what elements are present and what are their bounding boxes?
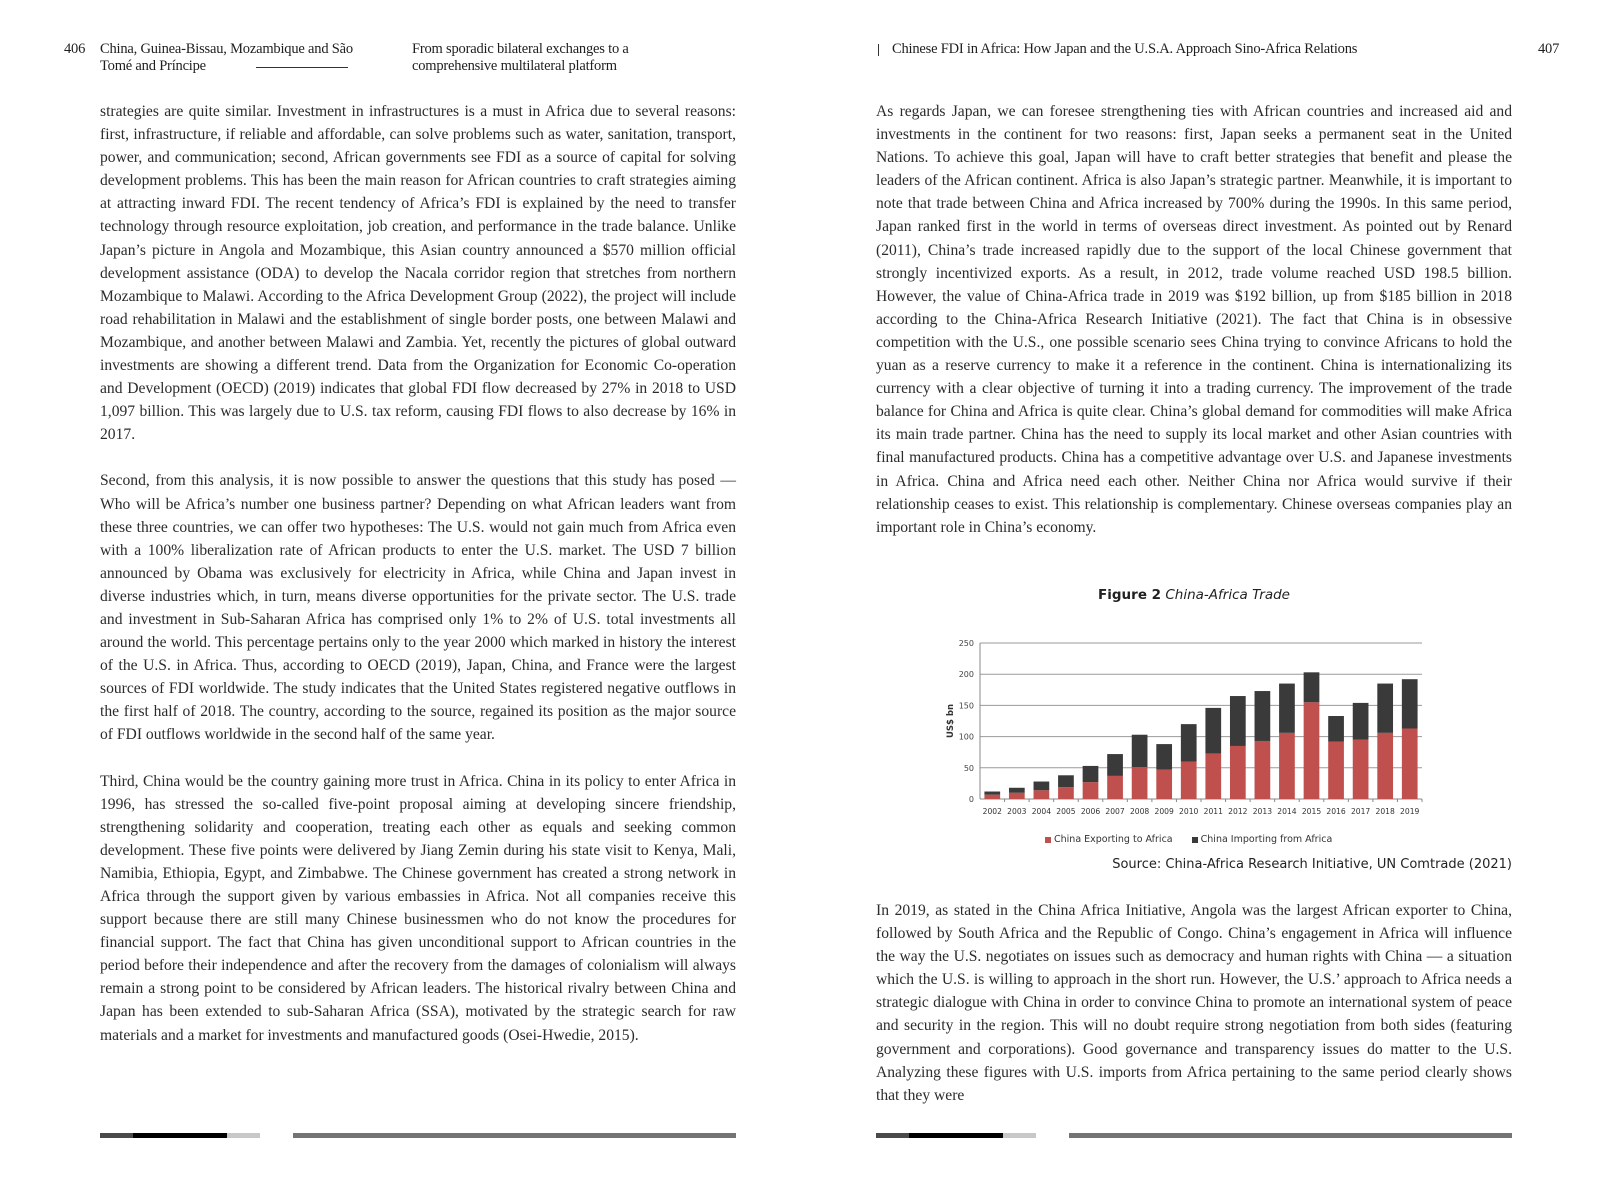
footer-bar-segment <box>876 1133 909 1138</box>
bar-import <box>1279 684 1295 733</box>
chart-legend <box>1045 834 1348 846</box>
x-tick-label: 2016 <box>1326 807 1346 816</box>
paragraph: As regards Japan, we can foresee strengthening ties with African countries and increased aid and investments in the continent for two reasons: first, Japan seeks a permanent seat in the United Nations. To achieve this goal, Japan will have to craft better strategies that benefit and please the leaders of the African continent. Africa is also Japan’s strategic partner. Meanwhile, it is important to note that trade between China and Africa increased by 700% during the 1990s. In this same period, Japan ranked first in the world in terms of overseas direct investment. As pointed out by Renard (2011), China’s trade increased rapidly due to the support of the local Chinese government that strongly incentivized exports. As a result, in 2012, trade volume reached USD 198.5 billion. However, the value of China-Africa trade in 2019 was $192 billion, up from $185 billion in 2018 according to the China-Africa Research Initiative (2021). The fact that China is in obsessive competition with the U.S., one possible scenario sees China trying to convince Africans to hold the yuan as a reserve currency to make it a reference in the continent. China is internationalizing its currency with a clear objective of turning it into a trading currency. The improvement of the trade balance for China and Africa is quite clear. China’s global demand for commodities will make Africa its main trade partner. China has the need to supply its local market and other Asian countries with final manufactured products. China has a competitive advantage over U.S. and Japanese investments in Africa. China and Africa need each other. Neither China nor Africa would survive if their relationship ceases to exist. This relationship is complementary. Chinese overseas companies play an important role in China’s economy. <box>876 103 1512 536</box>
footer-bar-rule <box>293 1133 736 1138</box>
body-text-column <box>876 100 1512 562</box>
bar-import <box>1377 684 1393 733</box>
x-tick-label: 2019 <box>1400 807 1420 816</box>
body-text-column <box>876 899 1512 1130</box>
running-title: Chinese FDI in Africa: How Japan and the U.S.A. Approach Sino-Africa Relations <box>892 41 1358 57</box>
bar-export <box>1058 787 1074 799</box>
legend-swatch-import <box>1192 837 1198 843</box>
bar-import <box>1205 708 1221 754</box>
y-axis-label: US$ bn <box>946 703 956 739</box>
y-tick-label: 100 <box>958 732 974 742</box>
footer-bar-segment <box>133 1133 227 1138</box>
x-tick-label: 2007 <box>1105 807 1125 816</box>
x-tick-label: 2018 <box>1375 807 1395 816</box>
running-title: China, Guinea-Bissau, Mozambique and São Tomé and Príncipe <box>100 41 353 74</box>
x-tick-label: 2011 <box>1203 807 1223 816</box>
bar-import <box>1083 766 1099 782</box>
x-tick-label: 2008 <box>1129 807 1150 816</box>
footer-bar-segment <box>909 1133 1003 1138</box>
figure-label: Figure 2 <box>1098 587 1162 603</box>
x-tick-label: 2004 <box>1031 807 1052 816</box>
bar-export <box>1181 762 1197 799</box>
bar-import <box>1156 744 1172 770</box>
section-title: From sporadic bilateral exchanges to a comprehensive multilateral platform <box>412 41 629 74</box>
x-tick-label: 2006 <box>1080 807 1101 816</box>
legend-label: China Exporting to Africa <box>1054 834 1173 845</box>
bar-import <box>1255 691 1271 741</box>
x-tick-label: 2009 <box>1154 807 1174 816</box>
bar-export <box>1205 753 1221 799</box>
x-tick-label: 2017 <box>1350 807 1371 816</box>
bar-import <box>1107 754 1123 776</box>
bar-export <box>1107 776 1123 799</box>
footer-bar-segment <box>1003 1133 1036 1138</box>
bar-export <box>1402 728 1418 799</box>
y-tick-label: 50 <box>963 763 974 773</box>
x-tick-label: 2012 <box>1228 807 1248 816</box>
figure-title: China-Africa Trade <box>1165 587 1290 603</box>
y-tick-label: 250 <box>958 639 974 648</box>
bar-import <box>1009 788 1025 793</box>
header-divider <box>878 44 879 56</box>
x-tick-label: 2010 <box>1179 807 1199 816</box>
y-tick-label: 150 <box>958 701 974 711</box>
bar-import <box>1304 672 1320 702</box>
footer-bar-segment <box>100 1133 133 1138</box>
bar-import <box>1402 679 1418 728</box>
bar-export <box>1083 782 1099 799</box>
figure-caption <box>876 587 1512 603</box>
paragraph: In 2019, as stated in the China Africa Initiative, Angola was the largest African exporter to China, followed by South Africa and the Republic of Congo. China’s engagement in Africa will influence the way the U.S. negotiates on issues such as democracy and human rights with China — a situation which the U.S. is willing to approach in the short run. However, the U.S.’ approach to Africa needs a strategic dialogue with China in order to convince China to promote an international system of peace and security in the region. This will no doubt require strong negotiation from both sides (featuring government and corporations). Good governance and transparency issues do matter to the U.S. Analyzing these figures with U.S. imports from Africa pertaining to the same period clearly shows that they were <box>876 902 1512 1104</box>
bar-import <box>1181 724 1197 761</box>
bar-import <box>1353 703 1369 740</box>
bar-export <box>1353 740 1369 799</box>
footer-bar-rule <box>1069 1133 1512 1138</box>
bar-chart <box>940 625 1430 825</box>
bar-export <box>1034 790 1050 799</box>
figure-source: Source: China-Africa Research Initiative, UN Comtrade (2021) <box>1112 857 1512 872</box>
bar-import <box>1230 696 1246 746</box>
paragraph: strategies are quite similar. Investment in infrastructures is a must in Africa due to several reasons: first, infrastructure, if reliable and affordable, can solve problems such as water, sanitation, transport, power, and communication; second, African governments see FDI as a source of capital for solving development problems. This has been the main reason for African countries to craft strategies aiming at attracting inward FDI. The recent tendency of Africa’s FDI is explained by the need to transfer technology through resource exploitation, job creation, and performance in the trade balance. Unlike Japan’s picture in Angola and Mozambique, this Asian country announced a $570 million official development assistance (ODA) to develop the Nacala corridor region that stretches from northern Mozambique to Malawi. According to the Africa Development Group (2022), the project will include road rehabilitation in Malawi and the establishment of single border posts, one between Malawi and Mozambique, and another between Malawi and Zambia. Yet, recently the pictures of global outward investments are showing a different trend. Data from the Organization for Economic Co-operation and Development (OECD) (2019) indicates that global FDI flow decreased by 27% in 2018 to USD 1,097 billion. This was largely due to U.S. tax reform, causing FDI flows to also decrease by 16% in 2017. <box>100 103 736 444</box>
footer-bar-segment <box>227 1133 260 1138</box>
paragraph: Third, China would be the country gaining more trust in Africa. China in its policy to enter Africa in 1996, has stressed the so-called five-point proposal aiming at developing sincere friendship, strengthening solidarity and cooperation, treating each other as equals and seeking common development. These five points were delivered by Jiang Zemin during his state visit to Kenya, Mali, Namibia, Ethiopia, Egypt, and Zimbabwe. The Chinese government has created a strong network in Africa through the support given by various embassies in Africa. Not all companies receive this support because there are still many Chinese businessmen who do not know the procedures for financial support. The fact that China has given unconditional support to African countries in the period before their independence and after the recovery from the damages of colonialism will always remain a strong point to be considered by African leaders. The historical rivalry between China and Japan has been extended to sub-Saharan Africa (SSA), motivated by the strategic search for raw materials and a market for investments and manufactured goods (Osei-Hwedie, 2015). <box>100 772 736 1044</box>
bar-import <box>1034 782 1050 791</box>
y-tick-label: 200 <box>958 670 974 680</box>
bar-import <box>1132 735 1148 767</box>
x-tick-label: 2005 <box>1056 807 1076 816</box>
bar-import <box>1058 775 1074 787</box>
body-text-column <box>100 100 736 1070</box>
legend-label: China Importing from Africa <box>1200 834 1333 845</box>
legend-swatch-export <box>1045 837 1051 843</box>
legend-item-export <box>1045 834 1173 845</box>
bar-export <box>1377 733 1393 799</box>
page-number: 406 <box>64 41 86 57</box>
x-tick-label: 2002 <box>982 807 1002 816</box>
bar-export <box>1255 741 1271 799</box>
x-tick-label: 2003 <box>1007 807 1027 816</box>
bar-export <box>1304 702 1320 799</box>
legend-item-import <box>1192 834 1333 845</box>
bar-import <box>1328 716 1344 742</box>
y-tick-label: 0 <box>968 795 974 804</box>
bar-export <box>1132 767 1148 799</box>
bar-export <box>1156 770 1172 799</box>
bar-export <box>984 795 1000 799</box>
page-number: 407 <box>1538 41 1560 57</box>
bar-export <box>1328 742 1344 799</box>
bar-import <box>984 792 1000 795</box>
x-tick-label: 2015 <box>1301 807 1322 816</box>
x-tick-label: 2014 <box>1277 807 1297 816</box>
bar-export <box>1230 746 1246 799</box>
paragraph: Second, from this analysis, it is now possible to answer the questions that this study has posed — Who will be Africa’s number one business partner? Depending on what African leaders want from these three countries, we can offer two hypotheses: The U.S. would not gain much from Africa even with a 100% liberalization rate of African products to enter the U.S. market. The USD 7 billion announced by Obama was exclusively for electricity in Africa, while China and Japan invest in diverse industries which, in turn, means diverse opportunities for the private sector. The U.S. trade and investment in Sub-Saharan Africa has comprised only 1% to 2% of U.S. total investments all around the world. This percentage pertains only to the year 2000 which marked in history the interest of the U.S. in Africa. Thus, according to OECD (2019), Japan, China, and France were the largest sources of FDI worldwide. The study indicates that the United States registered negative outflows in the first half of 2018. The country, according to the source, regained its position as the major source of FDI outflows worldwide in the second half of the same year. <box>100 472 736 744</box>
chart <box>940 625 1430 855</box>
bar-export <box>1279 733 1295 799</box>
header-rule <box>256 67 348 68</box>
bar-export <box>1009 793 1025 799</box>
x-tick-label: 2013 <box>1252 807 1273 816</box>
